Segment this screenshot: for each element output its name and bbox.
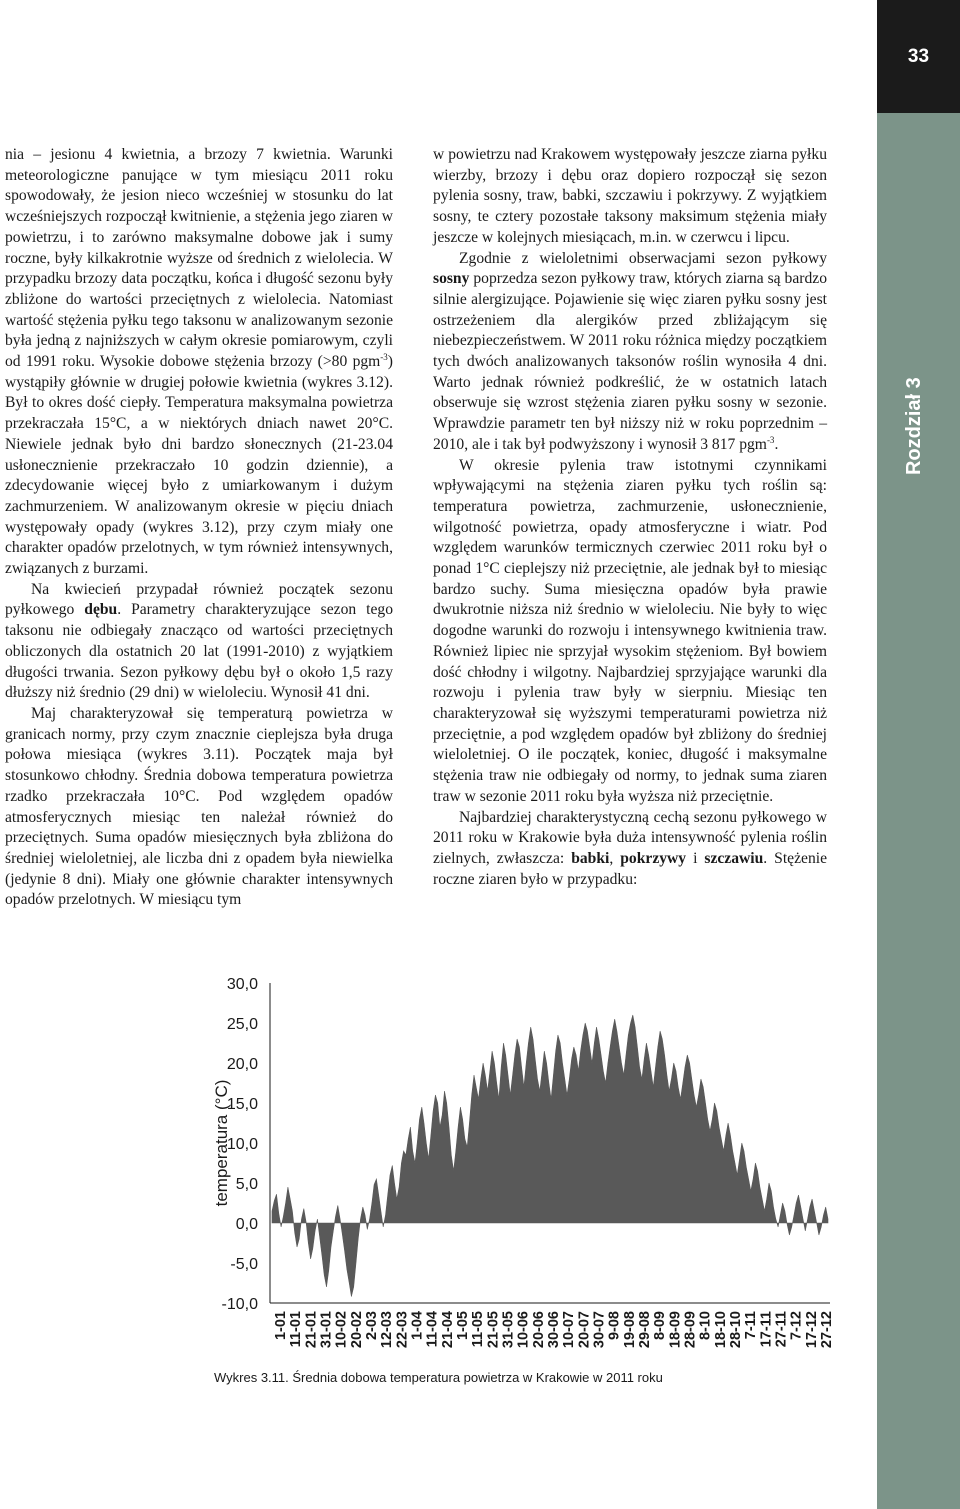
y-ticks-group xyxy=(222,976,259,1313)
y-tick-label: 25,0 xyxy=(226,1016,258,1033)
y-axis-label: temperatura (°C) xyxy=(212,1079,231,1207)
x-tick-label: 31-05 xyxy=(500,1311,517,1349)
left-p1-text-cont: ) wystąpiły głównie w drugiej połowie kwietnia (wykres 3.12). Był to okres dość ciepły. Temperatura maksymalna powietrza przekraczała 15°C, a w niektórych dniach nawet 20°C. Niewiele jednak było dni bardzo słonecznych (21-23.04 usłonecznienie przekraczało 10 godzin dziennie), a zdecydowanie więcej było z umiarkowanym i dużym zachmurzeniem. W analizowanym okresie w pięciu dniach występowały opady (wykres 3.12), przy czym miały one charakter opadów przelotnych, w tym również intensywnych, związanych z burzami. xyxy=(5,353,393,578)
x-tick-label: 22-03 xyxy=(394,1311,411,1349)
right-p4-sep-2: i xyxy=(686,849,705,867)
x-tick-label: 1-01 xyxy=(273,1311,289,1341)
left-p2-text: Na kwiecień przypadał również początek sezonu pyłkowego xyxy=(5,580,393,619)
right-paragraph-4 xyxy=(433,808,827,891)
temperature-chart-svg xyxy=(205,965,840,1360)
x-tick-label: 30-06 xyxy=(546,1311,562,1349)
x-tick-label: 21-05 xyxy=(485,1311,502,1349)
chart-caption: Wykres 3.11. Średnia dobowa temperatura powietrza w Krakowie w 2011 roku xyxy=(214,1370,663,1385)
right-p3-text: W okresie pylenia traw istotnymi czynnikami wpływającymi na stężenia ziaren pyłku tych roślin są: temperatura powietrza, zachmurzenie, usłonecznienie, wilgotność powietrza, opady atmosferyczne i wiatr. Pod względem warunków termicznych czerwiec 2011 roku był o ponad 1°C cieplejszy niż przeciętnie, ale jednak był to miesiąc bardzo suchy. Suma miesięczna opadów była prawie dwukrotnie niższa niż średnio w wieloleciu. Nie były to więc dogodne warunki do rozwoju i intensywnego kwitnienia traw. Również lipiec nie sprzyjał wysokim stężeniom. Był bowiem dość chłodny i wilgotny. Najbardziej sprzyjające warunki dla rozwoju i pylenia traw były w sierpniu. Miesiąc ten charakteryzował się wyższymi temperaturami powietrza niż przeciętnie, a pod względem opadów był zbliżony do średniej wieloletniej. O ile początek, koniec, długość i maksymalne stężenia traw nie odbiegały od normy, to jednak suma ziaren traw w sezonie 2011 roku była wyższa niż przeciętnie. xyxy=(433,456,827,805)
y-tick-label: 30,0 xyxy=(226,976,258,993)
x-tick-label: 11-05 xyxy=(470,1311,487,1348)
sidebar-band xyxy=(877,0,960,1509)
x-tick-label: 9-08 xyxy=(606,1311,623,1341)
right-paragraph-3 xyxy=(433,456,827,808)
right-p4-bold-1: babki xyxy=(571,849,610,867)
right-p2-end: . xyxy=(774,435,779,453)
right-p4-bold-2: pokrzywy xyxy=(620,849,687,867)
x-tick-label: 10-06 xyxy=(515,1311,532,1349)
x-tick-label: 10-02 xyxy=(333,1311,350,1349)
right-p1-text: w powietrzu nad Krakowem występowały jeszcze ziarna pyłku wierzby, brzozy i dębu oraz dopiero rozpoczął się sezon pylenia sosny, traw, babki, szczawiu i pokrzywy. Z wyjątkiem sosny, te cztery pozostałe taksony maksimum stężenia miały jeszcze w kolejnych miesiącach, m.in. w czerwcu i lipcu. xyxy=(433,146,827,246)
right-p4-sep-1: , xyxy=(609,849,621,867)
x-tick-label: 8-09 xyxy=(652,1311,669,1341)
right-text-column xyxy=(433,145,827,890)
x-tick-label: 27-11 xyxy=(773,1311,790,1348)
right-p2-text-cont: poprzedza sezon pyłkowy traw, których ziarna są bardzo silnie alergizujące. Pojawienie się więc ziaren pyłku sosny jest ostrzeżeniem dla alergików przed zbliżającym się niebezpieczeństwem. W 2011 roku różnica między początkiem tych dwóch analizowanych taksonów roślin wynosiła 4 dni. Warto jednak również podkreślić, że w ostatnich latach obserwuje się wzrost stężenia ziaren pyłku sosny w sezonie. Wprawdzie parametr ten był niższy niż w roku poprzednim – 2010, ale i tak był podwyższony i wynosił 3 817 pgm xyxy=(433,270,827,453)
x-tick-label: 1-05 xyxy=(455,1311,471,1341)
section-label-text: Rozdział 3 xyxy=(903,377,925,475)
area-group xyxy=(272,1015,828,1297)
right-p2-sup: -3 xyxy=(766,434,775,445)
page-number: 33 xyxy=(877,0,960,113)
right-paragraph-1 xyxy=(433,145,827,249)
temperature-chart xyxy=(205,965,840,1360)
y-tick-label: -5,0 xyxy=(230,1256,258,1273)
left-paragraph-2 xyxy=(5,580,393,704)
temperature-area xyxy=(272,1015,828,1297)
y-tick-label: 5,0 xyxy=(235,1176,258,1193)
x-tick-label: 20-02 xyxy=(348,1311,365,1349)
left-paragraph-3 xyxy=(5,704,393,911)
x-tick-label: 28-10 xyxy=(728,1311,744,1349)
y-tick-label: 10,0 xyxy=(226,1136,258,1153)
x-tick-label: 31-01 xyxy=(318,1311,335,1349)
left-p1-sup: -3 xyxy=(380,351,388,362)
left-p3-text: Maj charakteryzował się temperaturą powietrza w granicach normy, przy czym znacznie cieplejsza była druga połowa miesiąca (wykres 3.11). Początek maja był stosunkowo chłodny. Średnia dobowa temperatura powietrza rzadko przekraczała 10°C. Pod względem opadów atmosferycznych miesiąc ten należał również do przeciętnych. Suma opadów miesięcznych była zbliżona do średniej wieloletniej, ale liczba dni z opadem była niewielka (jedynie 8 dni). Miały one głównie charakter intensywnych opadów przelotnych. W miesiącu tym xyxy=(5,704,393,909)
x-tick-label: 8-10 xyxy=(697,1311,714,1341)
y-tick-label: 20,0 xyxy=(226,1056,258,1073)
x-tick-label: 29-08 xyxy=(637,1311,653,1349)
x-tick-label: 30-07 xyxy=(591,1311,608,1349)
x-tick-label: 20-06 xyxy=(530,1311,547,1349)
x-tick-label: 28-09 xyxy=(682,1311,699,1349)
x-tick-label: 21-04 xyxy=(439,1311,456,1349)
right-p2-text: Zgodnie z wieloletnimi obserwacjami sezon pyłkowy xyxy=(459,249,827,267)
left-p1-text: nia – jesionu 4 kwietnia, a brzozy 7 kwietnia. Warunki meteorologiczne panujące w tym miesiącu 2011 roku spowodowały, że jesion nieco wcześniej w stosunku do lat wcześniejszych rozpoczął kwitnienie, a stężenia jego ziaren w powietrzu, i to zarówno maksymalne dobowe jak i sumy roczne, były kilkakrotnie wyższe od średnich z wielolecia. W przypadku brzozy data początku, końca i długość sezonu były zbliżone do wartości przeciętnych z wielolecia. Natomiast wartość stężenia pyłku tego taksonu w analizowanym sezonie była jedną z najniższych w całym okresie pomiarowym, czyli od 1991 roku. Wysokie dobowe stężenia brzozy (>80 pgm xyxy=(5,146,393,371)
x-tick-label: 10-07 xyxy=(561,1311,578,1349)
x-tick-label: 7-11 xyxy=(743,1311,760,1340)
right-p4-end: . Stężenie roczne ziaren było w przypadku: xyxy=(433,849,827,888)
right-p4-text: Najbardziej charakterystyczną cechą sezonu pyłkowego w 2011 roku w Krakowie była duża intensywność pylenia roślin zielnych, zwłaszcza: xyxy=(433,808,827,867)
x-tick-label: 7-12 xyxy=(788,1311,805,1341)
x-tick-label: 17-12 xyxy=(803,1311,820,1349)
x-tick-label: 17-11 xyxy=(758,1311,775,1348)
y-tick-label: -10,0 xyxy=(221,1296,258,1313)
right-p2-bold: sosny xyxy=(433,270,470,288)
x-tick-label: 18-10 xyxy=(712,1311,729,1349)
x-tick-label: 11-01 xyxy=(288,1311,305,1348)
x-ticks-group xyxy=(273,1311,835,1348)
x-tick-label: 12-03 xyxy=(379,1311,396,1349)
x-tick-label: 20-07 xyxy=(576,1311,593,1349)
x-tick-label: 2-03 xyxy=(364,1311,380,1341)
y-tick-label: 15,0 xyxy=(226,1096,258,1113)
x-tick-label: 27-12 xyxy=(819,1311,835,1349)
x-tick-label: 1-04 xyxy=(409,1311,426,1341)
x-tick-label: 21-01 xyxy=(303,1311,320,1349)
left-paragraph-1 xyxy=(5,145,393,580)
x-tick-label: 11-04 xyxy=(424,1311,441,1348)
left-p2-text-cont: . Parametry charakteryzujące sezon tego taksonu nie odbiegały znacząco od wartości przeciętnych obliczonych dla ostatnich 20 lat (1991-2010) z wyjątkiem długości trwania. Sezon pyłkowy dębu był o około 1,5 razy dłuższy niż średnio (29 dni) w wieloleciu. Wynosił 41 dni. xyxy=(5,601,393,702)
right-paragraph-2 xyxy=(433,249,827,456)
right-p4-bold-3: szczawiu xyxy=(704,849,764,867)
left-text-column xyxy=(5,145,393,911)
x-tick-label: 19-08 xyxy=(621,1311,638,1349)
y-tick-label: 0,0 xyxy=(235,1216,258,1233)
left-p2-bold: dębu xyxy=(84,601,118,619)
x-tick-label: 18-09 xyxy=(667,1311,684,1349)
